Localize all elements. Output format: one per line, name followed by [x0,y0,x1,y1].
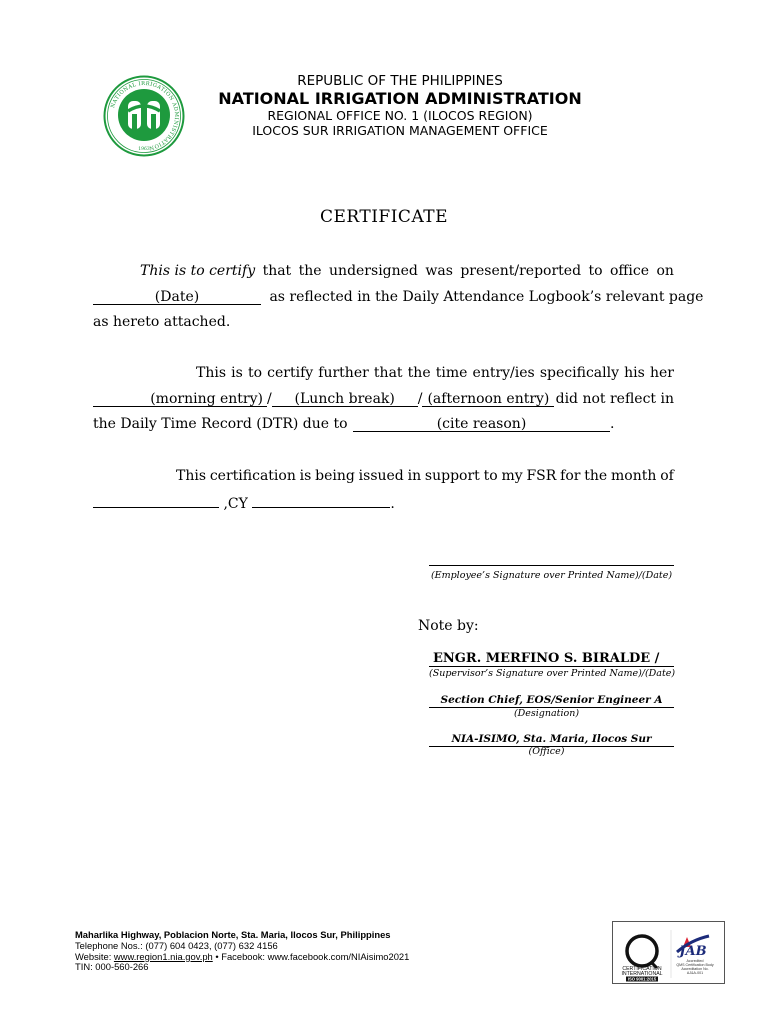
document-title: CERTIFICATE [319,207,449,227]
p3-word: to [483,468,498,484]
p1-after-date: as reflected in the Daily Attendance Logbook’s relevant page [269,289,704,305]
p1-word: that [262,263,292,279]
p3-word: issued [358,468,404,484]
header-agency: NATIONAL IRRIGATION ADMINISTRATION [218,89,582,108]
supervisor-caption: (Supervisor’s Signature over Printed Name)/(Date) [429,668,676,679]
p2-word: the [407,365,431,381]
p2-word: certify [267,365,314,381]
jab-sub4: AJ&A-001 [686,971,704,975]
p2-tail: did not reflect in [555,391,674,407]
jab-sub1: Accredited [686,959,704,963]
p2-line1 [196,365,674,381]
footer-contact [75,930,409,973]
slash-2: / [417,391,423,407]
morning-entry-field[interactable]: (morning entry) [93,392,267,407]
header-regional-office: REGIONAL OFFICE NO. 1 (ILOCOS REGION) [267,108,533,123]
website-link[interactable]: www.region1.nia.gov.ph [113,950,213,962]
logo-year: 1963 [138,147,150,152]
facebook-text: • Facebook: www.facebook.com/NIAisimo2021 [212,950,410,962]
p2-word: is [231,365,243,381]
cy-field[interactable] [252,494,390,508]
p2-word: to [247,365,263,381]
p2-word: This [196,365,227,381]
header-republic: REPUBLIC OF THE PHILIPPINES [297,73,503,89]
p3-word: in [407,468,422,484]
p3-period: . [390,496,395,512]
p2-word: her [649,365,674,381]
p3-word: FSR [526,468,557,484]
p3-word: certification [209,468,296,484]
p1-line2 [93,289,704,305]
cert-iso: ISO 9001:2015 [627,976,657,982]
p3-line1 [176,468,674,484]
website-label: Website: [75,950,114,962]
month-field[interactable] [93,494,219,508]
jab-sub3: Accreditation No. [681,967,709,971]
p1-word: the [298,263,322,279]
p3-word: for [560,468,581,484]
p2-word: further [318,365,369,381]
iso-certification-badge [612,921,725,984]
office-value: NIA-ISIMO, Sta. Maria, Ilocos Sur [429,733,674,747]
p2-word: time [435,365,468,381]
cite-reason-field[interactable]: (cite reason) [353,417,610,432]
p1-word: present/reported [460,263,582,279]
cert-line2: INTERNATIONAL [621,971,663,977]
logo-ring-text: NATIONAL IRRIGATION ADMINISTRATION [110,80,180,151]
p2-word: entry/ies [472,365,535,381]
p3-line2 [93,494,674,512]
dtr-text: the Daily Time Record (DTR) due to [93,416,348,432]
jab-sub2: QMS Certification Body [676,963,714,967]
p2-word: his [624,365,645,381]
p1-word: was [425,263,453,279]
office-caption: (Office) [528,746,565,757]
p2-line3 [93,416,674,432]
p1-line1 [140,263,674,279]
p3-word: of [660,468,674,484]
date-field[interactable]: (Date) [93,290,261,305]
afternoon-entry-field[interactable]: (afternoon entry) [422,392,554,407]
footer-tin: TIN: 000-560-266 [75,961,149,973]
p1-lead: This is to certify [140,263,256,279]
p2-word: that [373,365,403,381]
employee-signature-line[interactable] [429,565,674,566]
designation-caption: (Designation) [513,708,580,719]
p3-word: This [176,468,207,484]
p1-word: on [656,263,674,279]
p1-word: to [588,263,603,279]
p2-period: . [610,416,615,432]
cert-line1: CERTIFICATION [622,966,662,972]
p1-word: undersigned [329,263,418,279]
p3-word: support [424,468,480,484]
p2-line2 [93,391,674,407]
p3-word: is [299,468,312,484]
jab-mark: JAB [679,944,707,959]
footer-telephone: Telephone Nos.: (077) 604 0423, (077) 632 4156 [75,939,278,951]
employee-signature-caption: (Employee’s Signature over Printed Name)/(Date) [430,570,673,581]
nia-logo [103,75,185,157]
p3-word: being [315,468,355,484]
designation-value: Section Chief, EOS/Senior Engineer A [429,694,674,708]
p3-word: the [584,468,608,484]
p3-word: my [501,468,523,484]
note-by-label: Note by: [418,618,479,634]
slash-1: / [267,391,272,407]
cy-label: ,CY [223,496,248,512]
p1-line3: as hereto attached. [93,314,231,330]
header-management-office: ILOCOS SUR IRRIGATION MANAGEMENT OFFICE [252,123,548,138]
p1-word: office [610,263,649,279]
supervisor-name: ENGR. MERFINO S. BIRALDE / [429,652,674,667]
p2-word: specifically [539,365,619,381]
footer-address: Maharlika Highway, Poblacion Norte, Sta. Maria, Ilocos Sur, Philippines [75,929,391,940]
p3-word: month [611,468,657,484]
lunch-break-field[interactable]: (Lunch break) [272,392,418,407]
